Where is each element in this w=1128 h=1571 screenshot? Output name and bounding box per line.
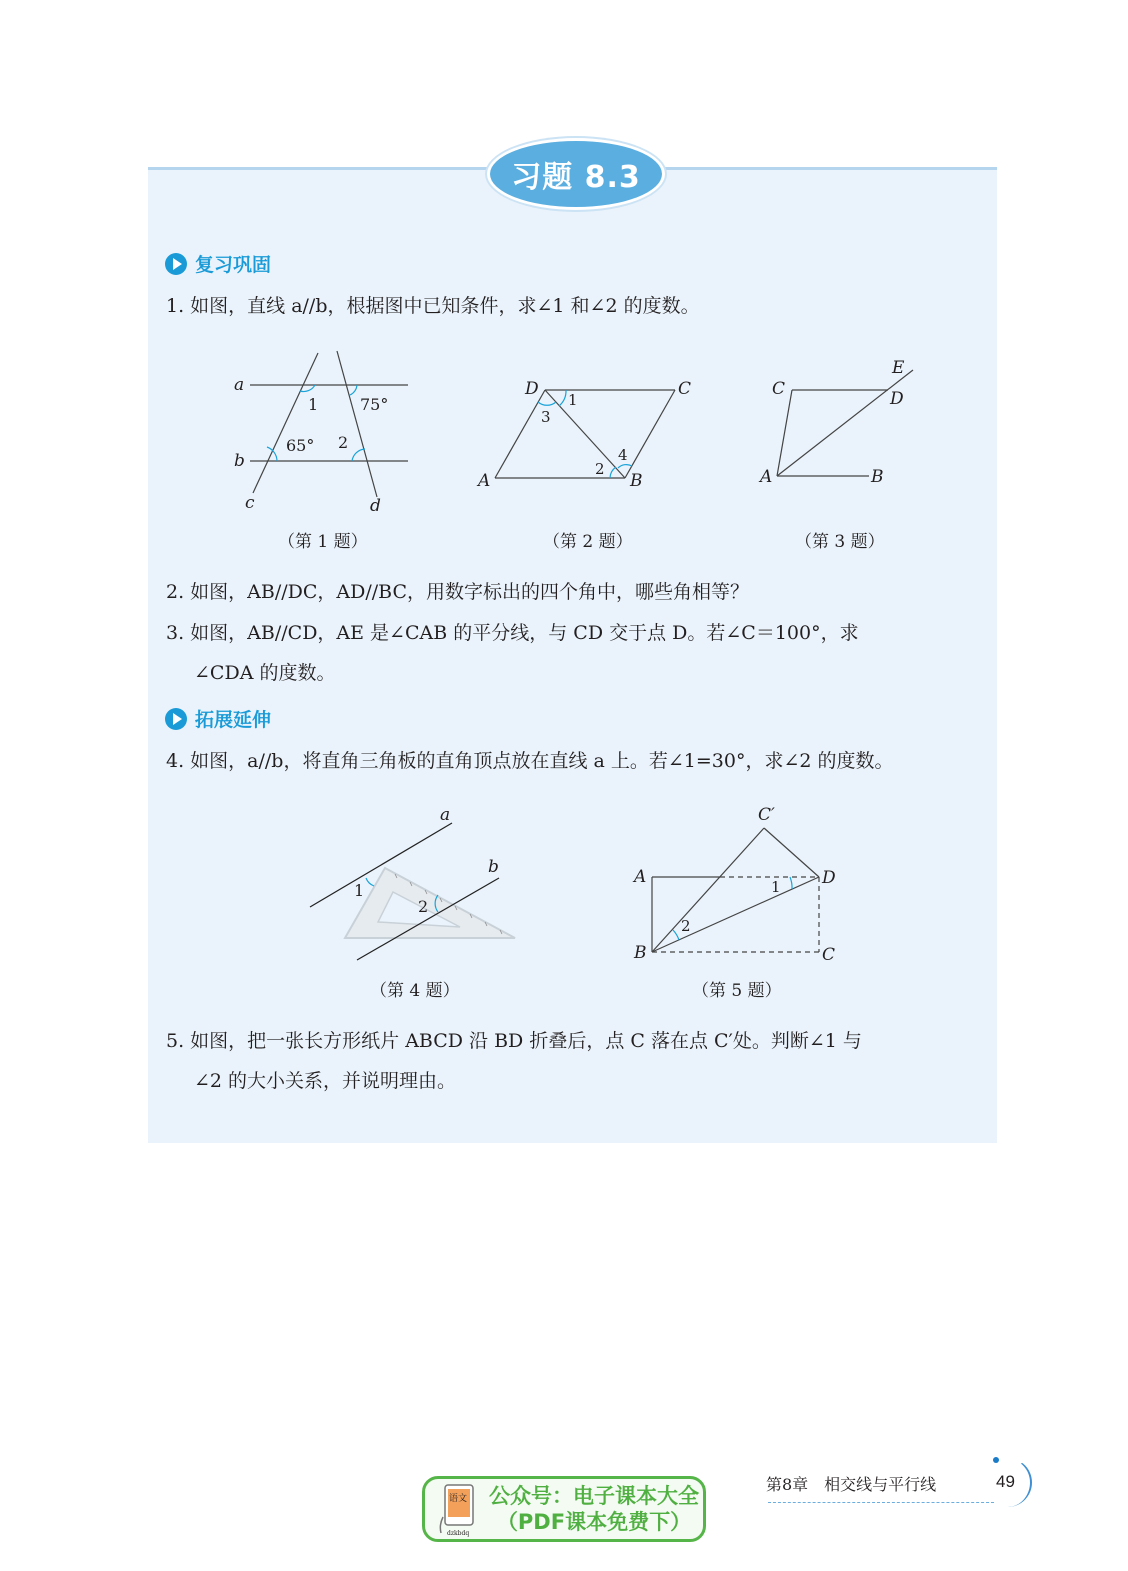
label-E: E — [892, 358, 905, 378]
label-B: B — [634, 943, 647, 963]
question-5-line-1: 5. 如图，把一张长方形纸片 ABCD 沿 BD 折叠后，点 C 落在点 C′处。判断∠1 与 — [166, 1030, 862, 1052]
caption-figure-3: （第 3 题） — [795, 532, 885, 552]
line-c — [253, 353, 318, 493]
label-D: D — [822, 868, 836, 888]
figure-3 — [740, 350, 930, 500]
label-D: D — [525, 379, 539, 399]
question-5 — [166, 1021, 986, 1101]
watermark-line-2: （PDF课本免费下） — [496, 1510, 692, 1534]
label-angle-1: 1 — [354, 881, 365, 900]
label-angle-2: 2 — [681, 917, 691, 935]
label-angle-1: 1 — [771, 878, 781, 896]
exercise-title: 习题 8.3 — [487, 138, 665, 210]
chapter-title: 第8章 相交线与平行线 — [766, 1475, 937, 1494]
label-angle-4: 4 — [618, 446, 628, 464]
footer-divider — [768, 1502, 994, 1503]
label-c: c — [245, 493, 255, 513]
page-number: 49 — [996, 1472, 1015, 1491]
page-dot-decoration — [993, 1457, 999, 1463]
question-3 — [166, 613, 986, 693]
watermark-text — [489, 1483, 699, 1535]
label-angle-2: 2 — [418, 897, 429, 916]
label-A: A — [634, 867, 647, 887]
question-3-line-2: ∠CDA 的度数。 — [194, 662, 336, 684]
label-C-prime: C′ — [758, 805, 775, 825]
line-d — [337, 351, 377, 497]
label-angle-2: 2 — [338, 433, 349, 452]
angle-75-arc — [350, 385, 357, 395]
watermark-badge — [422, 1476, 706, 1542]
question-1: 1. 如图，直线 a//b，根据图中已知条件，求∠1 和∠2 的度数。 — [166, 295, 700, 317]
label-75: 75° — [360, 395, 389, 414]
label-angle-1: 1 — [568, 391, 578, 409]
label-b: b — [488, 857, 499, 877]
label-d: d — [370, 496, 381, 516]
caption-figure-1: （第 1 题） — [278, 532, 368, 552]
label-angle-3: 3 — [541, 408, 551, 426]
icon-label: 语文 — [449, 1494, 468, 1504]
label-angle-1: 1 — [308, 395, 319, 414]
caption-figure-5: （第 5 题） — [692, 981, 782, 1001]
section-title-review: 复习巩固 — [195, 254, 272, 276]
question-2: 2. 如图，AB//DC，AD//BC，用数字标出的四个角中，哪些角相等？ — [166, 581, 750, 603]
section-title-extend: 拓展延伸 — [195, 709, 272, 731]
label-B: B — [871, 467, 884, 487]
section-header-extend — [165, 705, 271, 732]
label-A: A — [760, 467, 773, 487]
label-65: 65° — [286, 436, 315, 455]
label-C: C — [822, 945, 836, 965]
caption-figure-4: （第 4 题） — [370, 981, 460, 1001]
set-square — [345, 868, 515, 938]
label-a: a — [234, 375, 245, 395]
label-D: D — [890, 389, 904, 409]
section-header-review — [165, 250, 271, 277]
icon-sublabel: dzkbdq — [447, 1530, 470, 1537]
question-3-line-1: 3. 如图，AB//CD，AE 是∠CAB 的平分线，与 CD 交于点 D。若∠C＝100°，求 — [166, 622, 859, 644]
label-angle-2: 2 — [595, 460, 605, 478]
ebook-icon — [433, 1481, 483, 1537]
label-B: B — [630, 471, 643, 491]
page-arc-decoration — [1000, 1458, 1032, 1507]
label-a: a — [440, 805, 451, 825]
label-A: A — [478, 471, 491, 491]
figure-4 — [300, 800, 530, 970]
question-5-line-2: ∠2 的大小关系，并说明理由。 — [194, 1070, 457, 1092]
caption-figure-2: （第 2 题） — [543, 532, 633, 552]
question-4: 4. 如图，a//b，将直角三角板的直角顶点放在直线 a 上。若∠1=30°，求∠2 的度数。 — [166, 750, 894, 772]
figure-2 — [470, 360, 700, 500]
label-b: b — [234, 451, 245, 471]
angle-2-arc — [352, 449, 365, 461]
play-arrow-icon — [165, 253, 187, 275]
watermark-line-1: 公众号：电子课本大全 — [489, 1484, 699, 1508]
label-C: C — [772, 379, 786, 399]
figure-1 — [220, 345, 420, 520]
figure-5 — [620, 800, 850, 970]
play-arrow-icon — [165, 708, 187, 730]
label-C: C — [678, 379, 692, 399]
